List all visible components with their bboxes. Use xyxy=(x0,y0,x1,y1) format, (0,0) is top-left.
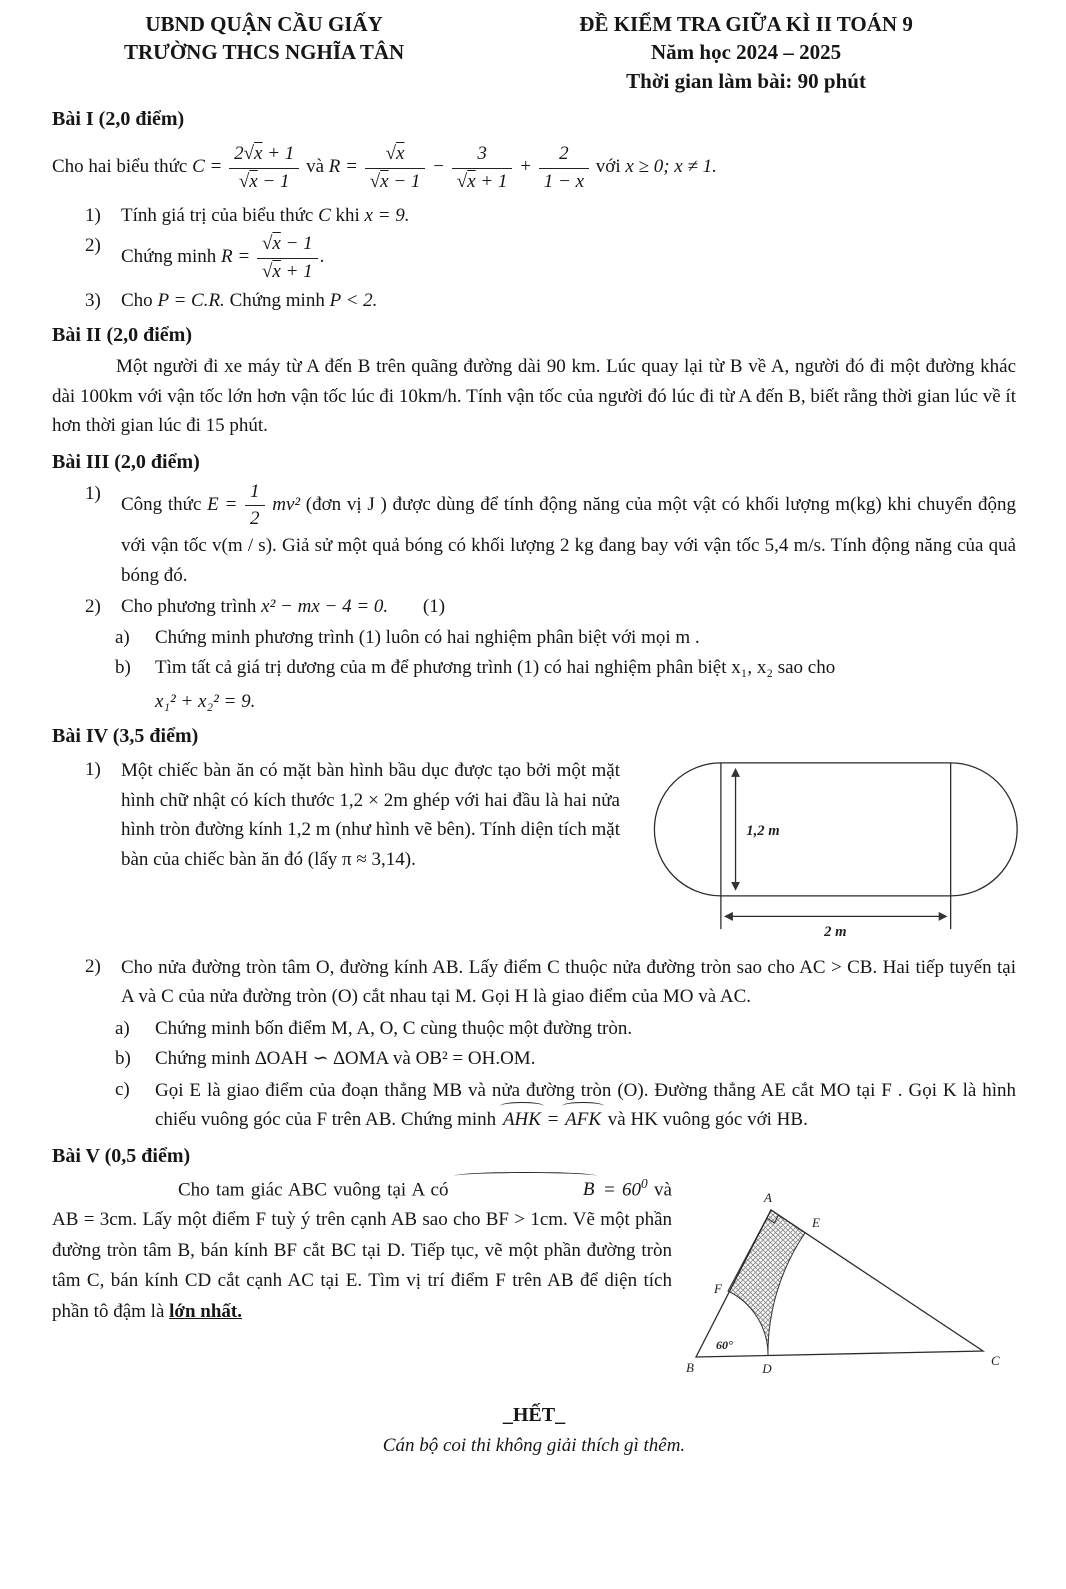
problem-2-text: Một người đi xe máy từ A đến B trên quãng đường dài 90 km. Lúc quay lại từ B về A, người đó đi một đường khác dài 100km với vận tốc lớn hơn vận tốc lúc đi 10km/h. Tính vận tốc của người đó lúc đi từ A đến B, biết rằng thời gian lúc về ít hơn thời gian lúc đi 15 phút. xyxy=(52,356,1016,437)
problem-3-item-2: 2) Cho phương trình x² − mx − 4 = 0. (1) xyxy=(85,596,446,618)
arc-afk: AFK xyxy=(563,1105,603,1134)
point-e-label: E xyxy=(812,1214,820,1230)
point-d-label: D xyxy=(762,1360,772,1376)
angle-b-hat: B xyxy=(455,1175,597,1205)
issuer-line: UBND QUẬN CẦU GIẤY xyxy=(145,12,383,36)
fraction-c: $\frac{2√x + 1}{√x - 1}$ xyxy=(227,142,301,194)
problem-3-item-1: 1) Công thức E = $\frac{1}{2}$ mv² (đơn vị J ) được dùng để tính động năng của một vật có khối lượng m(kg) khi chuyển động với vận tốc v(m / s). Giả sử một quả bóng có khối lượng 2 kg đang bay với vận tốc 5,4 m/s. Tính động năng của quả bóng đó. xyxy=(85,480,1017,586)
duration: Thời gian làm bài: 90 phút xyxy=(626,68,866,93)
exam-header xyxy=(52,10,1016,95)
kinetic-term: mv² xyxy=(272,493,301,515)
problem-4-item-2: 2) Cho nửa đường tròn tâm O, đường kính AB. Lấy điểm C thuộc nửa đường tròn sao cho AC > CB. Hai tiếp tuyến tại A và C của nửa đường tròn (O) cắt nhau tại M. Gọi H là giao điểm của MO và AC. xyxy=(85,955,1016,1008)
plus-op: + xyxy=(519,156,532,178)
quadratic-equation: x² − mx − 4 = 0. xyxy=(261,596,389,618)
table-figure xyxy=(628,749,1066,950)
arc-ahk: AHK xyxy=(501,1105,543,1134)
fraction-one-half: $\frac{1}{2}$ xyxy=(243,480,267,532)
shaded-region xyxy=(728,1210,805,1356)
intro-tail: với xyxy=(595,156,621,178)
table-outline xyxy=(654,763,1017,929)
problem-4-item-1-block xyxy=(52,753,1016,950)
vertex-b-label: B xyxy=(686,1359,694,1375)
problem-4-item-1: 1) Một chiếc bàn ăn có mặt bàn hình bầu dục được tạo bởi một mặt hình chữ nhật có kích thước 1,2 × 2m ghép với hai đầu là hai nửa hình tròn đường kính 1,2 m (như hình vẽ bên). Tính diện tích mặt bàn của chiếc bàn ăn đó (lấy π ≈ 3,14). xyxy=(85,759,620,870)
problem-4-heading: Bài IV (3,5 điểm) xyxy=(52,725,199,748)
right-semicircle xyxy=(951,763,1017,896)
problem-1-item-3: 3) Cho P = C.R. Chứng minh P < 2. xyxy=(85,289,378,311)
intro-lead: Cho hai biểu thức xyxy=(52,156,188,178)
proctor-note: Cán bộ coi thi không giải thích gì thêm. xyxy=(382,1435,686,1457)
problem-1-intro xyxy=(52,142,1016,194)
sum-of-squares-equation: x₁² + x₂² = 9. xyxy=(155,690,256,712)
degree-exponent: 0 xyxy=(641,1175,648,1191)
problem-1-item-1: 1) Tính giá trị của biểu thức C khi x = 9. xyxy=(85,204,410,226)
height-dimension-label: 1,2 m xyxy=(746,823,780,840)
width-dimension-label: 2 m xyxy=(824,924,847,941)
problem-5-text: Cho tam giác ABC vuông tại A có $B = 60^0$ và AB = 3cm. Lấy một điểm F tuỳ ý trên cạnh AB sao cho BF > 1cm. Vẽ một phần đường tròn tâm B, bán kính BF cắt BC tại D. Tiếp tục, vẽ một phần đường tròn tâm C, bán kính CD cắt cạnh AC tại E. Tìm vị trí điểm F trên AB để diện tích phần tô đậm là lớn nhất. xyxy=(52,1175,672,1322)
vertex-c-label: C xyxy=(991,1352,1000,1368)
fraction-r2: $\frac{3}{√x + 1}$ xyxy=(450,142,515,194)
problem-2-heading: Bài II (2,0 điểm) xyxy=(52,324,192,347)
problem-5-heading: Bài V (0,5 điểm) xyxy=(52,1144,191,1167)
point-f-label: F xyxy=(714,1280,722,1296)
vertex-a-label: A xyxy=(764,1189,772,1205)
fraction-r3: $\frac{2}{1 - x}$ xyxy=(537,142,591,194)
minus-op: − xyxy=(432,156,445,178)
intro-and: và xyxy=(306,156,324,178)
expr-r-lhs: R = xyxy=(328,156,358,178)
expr-c-lhs: C = xyxy=(192,156,223,178)
fraction-r-simplified: $\frac{√x - 1}{√x + 1}$ xyxy=(255,232,320,284)
school-year: Năm học 2024 – 2025 xyxy=(650,40,842,65)
problem-1-item-2: 2) Chứng minh R = $\frac{√x - 1}{√x + 1}$ . xyxy=(85,233,325,282)
problem-4-item-2b: b) Chứng minh ∆OAH ∽ ∆OMA và OB² = OH.OM. xyxy=(115,1048,536,1070)
exam-title-block xyxy=(476,10,1016,95)
problem-5-block xyxy=(52,1173,1016,1394)
problem-4-item-2a: a) Chứng minh bốn điểm M, A, O, C cùng thuộc một đường tròn. xyxy=(115,1017,633,1039)
school-line: TRƯỜNG THCS NGHĨA TÂN xyxy=(123,40,405,65)
problem-3-item-2a: a) Chứng minh phương trình (1) luôn có hai nghiệm phân biệt với mọi m . xyxy=(115,626,700,648)
triangle-diagram xyxy=(678,1185,1008,1385)
oval-table-diagram xyxy=(628,749,1066,941)
fraction-r1: $\frac{√x}{√x - 1}$ xyxy=(363,142,428,194)
problem-3-item-2b: b) Tìm tất cả giá trị dương của m để phương trình (1) có hai nghiệm phân biệt x₁, x₂ sao cho x₁² + x₂² = 9. xyxy=(115,654,1016,715)
domain-condition: x ≥ 0; x ≠ 1. xyxy=(625,156,717,178)
end-marker: _HẾT_ xyxy=(502,1404,566,1427)
triangle-figure xyxy=(678,1173,1016,1394)
exam-title: ĐỀ KIỂM TRA GIỮA KÌ II TOÁN 9 xyxy=(579,12,913,36)
problem-1-heading: Bài I (2,0 điểm) xyxy=(52,108,185,131)
emphasized-largest: lớn nhất. xyxy=(169,1300,242,1322)
problem-3-heading: Bài III (2,0 điểm) xyxy=(52,450,200,473)
left-semicircle xyxy=(654,763,720,896)
angle-60-label: 60° xyxy=(716,1337,733,1352)
school-block xyxy=(52,10,476,95)
equation-label: (1) xyxy=(422,596,446,618)
problem-4-item-2c: c) Gọi E là giao điểm của đoạn thẳng MB và nửa đường tròn (O). Đường thẳng AE cắt MO tại F . Gọi K là hình chiếu vuông góc của F trên AB. Chứng minh AHK = AFK và HK vuông góc với HB. xyxy=(115,1076,1016,1135)
